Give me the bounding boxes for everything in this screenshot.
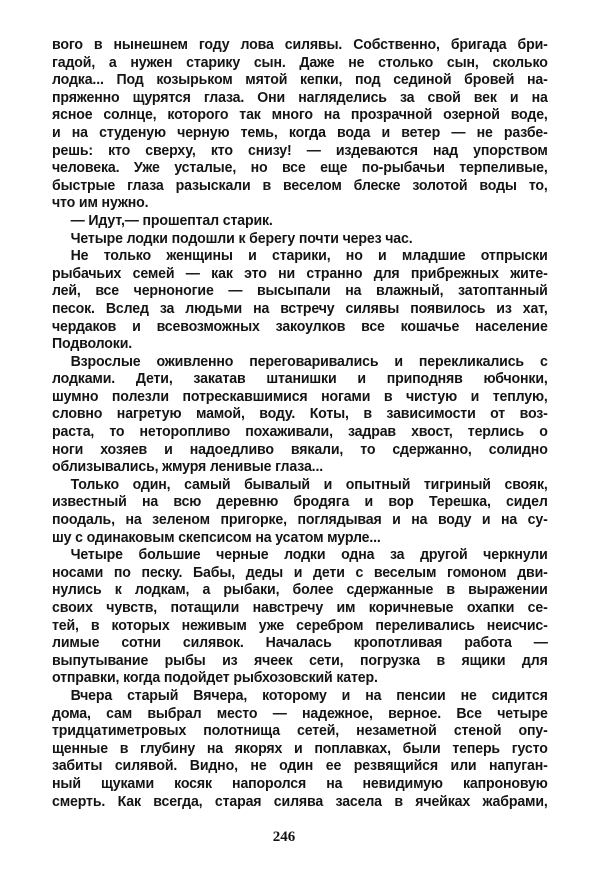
text-line: Подволоки.	[52, 335, 133, 353]
text-line: Только один, самый бывалый и опытный тигриный свояк,	[70, 475, 548, 493]
text-line: Четыре лодки подошли к берегу почти через час.	[70, 229, 413, 247]
text-line: рыбачьих семей — как это ни странно для прибрежных жите-	[52, 264, 548, 282]
page-number: 246	[272, 829, 296, 845]
text-line: ясное солнце, которого так много на прозрачной озерной воде,	[52, 106, 548, 124]
text-line: раста, то неторопливо похаживали, задрав хвост, терлись о	[52, 423, 548, 441]
text-line: Четыре большие черные лодки одна за другой черкнули	[70, 546, 548, 564]
text-line: лодками. Дети, закатав штанишки и приподняв юбчонки,	[52, 370, 548, 388]
text-line: Вчера старый Вячера, которому и на пенсии не сидится	[70, 686, 548, 704]
text-line: чердаков и всевозможных закоулков все кошачье население	[52, 317, 548, 335]
text-line: нулись к лодкам, а рыбаки, более сдержанные в выражении	[52, 581, 548, 599]
text-line: и на студеную черную темь, когда вода и ветер — не разбе-	[52, 123, 548, 141]
text-line: шу с одинаковым скепсисом на усатом мурле...	[52, 528, 381, 546]
text-line: лей, все черноногие — высыпали на влажный, затоптанный	[52, 282, 548, 300]
text-line: отправки, когда подойдет рыбхозовский катер.	[52, 669, 378, 687]
text-line: дома, сам выбрал место — надежное, верное. Все четыре	[52, 704, 548, 722]
text-line: лодка... Под козырьком мятой кепки, под сединой бровей на-	[52, 71, 548, 89]
text-line: Взрослые оживленно переговаривались и перекликались с	[70, 352, 548, 370]
text-line: носами по песку. Бабы, деды и дети с веселым гомоном дви-	[52, 563, 548, 581]
text-line: вого в нынешнем году лова силявы. Собственно, бригада бри-	[52, 36, 548, 53]
text-line: Не только женщины и старики, но и младшие отпрыски	[70, 247, 548, 265]
text-line: щенные в глубину на якорях и поплавках, были теперь густо	[52, 739, 548, 757]
text-line: ный щуками косяк напоролся на невидимую капроновую	[52, 774, 548, 792]
page-body-text	[52, 36, 548, 810]
text-line: выпутывание рыбы из ячеек сети, погрузка в ящики для	[52, 651, 548, 669]
text-line: — Идут,— прошептал старик.	[70, 211, 273, 229]
text-line: человека. Уже усталые, но все еще по-рыбачьи терпеливые,	[52, 159, 548, 177]
text-line: песок. Вслед за людьми на встречу силявы появилось из хат,	[52, 299, 548, 317]
text-line: шумно полезли потрескавшимися ногами в чистую и теплую,	[52, 387, 548, 405]
text-line: поодаль, на зеленом пригорке, поглядывая и на воду и на су-	[52, 511, 548, 529]
text-line: своих чувств, потащили навстречу им коричневые охапки се-	[52, 599, 548, 616]
text-line: решь: кто сверху, кто снизу! — издеваются над упорством	[52, 141, 548, 159]
text-line: забиты силявой. Видно, не один ее резвящийся или напуган-	[52, 757, 548, 775]
text-line: смерть. Как всегда, старая силява засела в ячейках жабрами,	[52, 792, 548, 810]
text-line: лимые сотни силявок. Началась кропотливая работа —	[52, 634, 548, 652]
text-line: словно нагретую мамой, воду. Коты, в зависимости от воз-	[52, 405, 548, 423]
text-line: гадой, а нужен старику сын. Даже не столько сын, сколько	[52, 53, 548, 71]
text-line: известный на всю деревню бродяга и вор Терешка, сидел	[52, 493, 548, 511]
text-line: ноги хозяев и надоедливо вякали, то сдержанно, солидно	[52, 440, 548, 458]
text-line: облизывались, жмуря ленивые глаза...	[52, 458, 324, 476]
text-line: быстрые глаза разыскали в веселом блеске золотой воды то,	[52, 176, 548, 194]
text-line: тридцатиметровых полотнища сетей, незаметной стеной опу-	[52, 722, 548, 740]
text-line: пряженно щурятся глаза. Они нагляделись за свой век и на	[52, 88, 548, 106]
text-line: что им нужно.	[52, 194, 149, 212]
text-line: тей, в которых неживым уже серебром переливались неисчис-	[52, 616, 548, 634]
